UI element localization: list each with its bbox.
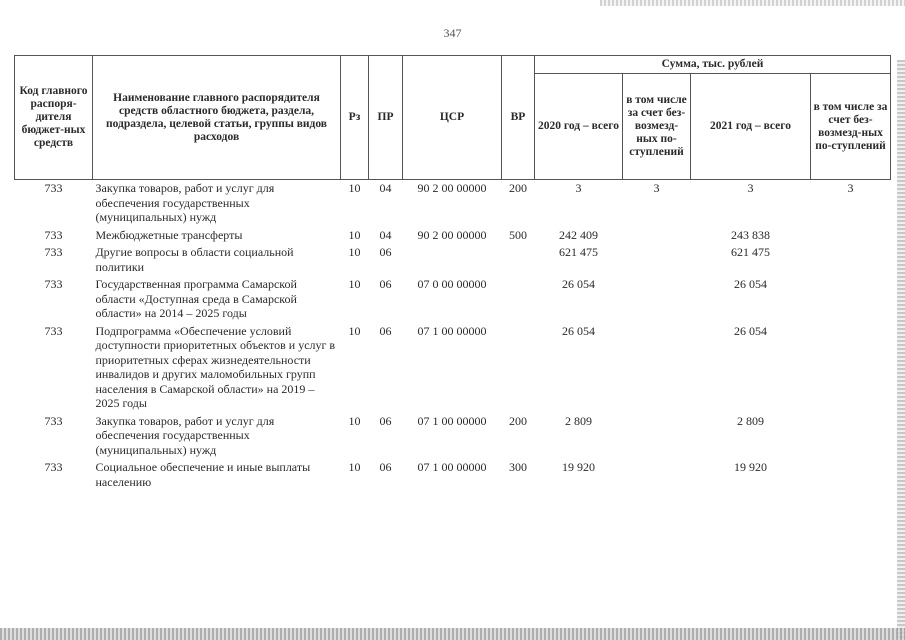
cell-2020-total: 26 054 <box>562 277 595 291</box>
cell-pr: 06 <box>379 460 392 474</box>
cell-name: Закупка товаров, работ и услуг для обеспечения государственных (муниципальных) нужд <box>95 413 275 457</box>
cell-2021-total: 243 838 <box>731 227 770 242</box>
cell-2021-total: 2 809 <box>737 413 764 428</box>
table-row <box>15 276 891 323</box>
header-sum-group: Сумма, тыс. рублей <box>535 56 891 74</box>
scan-edge-right <box>897 60 905 640</box>
cell-2021-total: 19 920 <box>734 460 767 474</box>
cell-2021-total: 3 <box>747 181 754 195</box>
cell-name: Государственная программа Самарской области «Доступная среда в Самарской области» на 2014 – 2025 годы <box>95 277 297 320</box>
cell-code: 733 <box>44 460 63 474</box>
cell-name: Социальное обеспечение и иные выплаты населению <box>95 460 311 489</box>
cell-2021-free <box>811 276 891 323</box>
cell-2020-free <box>623 413 691 460</box>
cell-pr: 04 <box>379 227 392 242</box>
cell-2021-free <box>811 459 891 491</box>
cell-2021-free <box>811 323 891 413</box>
cell-2020-free <box>623 276 691 323</box>
cell-2020-total: 242 409 <box>559 227 598 242</box>
budget-table <box>14 55 891 491</box>
header-2021-free: в том числе за счет без-возмезд-ных по-ступлений <box>811 74 891 180</box>
cell-rz: 10 <box>348 227 361 242</box>
table-body <box>15 180 891 492</box>
cell-name: Подпрограмма «Обеспечение условий доступности приоритетных объектов и услуг в приоритетных сферах жизнедеятельности инвалидов и других маломобильных групп населения в Самарской области» на 2019 – 2025 годы <box>95 323 336 410</box>
header-name: Наименование главного распорядителя средств областного бюджета, раздела, подраздела, целевой статьи, группы видов расходов <box>93 56 341 180</box>
cell-pr: 04 <box>379 181 392 195</box>
cell-vr: 200 <box>509 413 527 428</box>
cell-2021-free <box>811 227 891 245</box>
table-row <box>15 323 891 413</box>
cell-2021-total: 26 054 <box>734 277 767 291</box>
cell-2020-total: 2 809 <box>565 413 592 428</box>
cell-rz: 10 <box>348 323 361 338</box>
cell-2021-total: 26 054 <box>734 323 767 338</box>
cell-csr <box>403 244 502 276</box>
cell-vr <box>502 323 535 413</box>
cell-rz: 10 <box>348 277 361 291</box>
cell-vr: 500 <box>509 227 527 242</box>
cell-name: Межбюджетные трансферты <box>95 227 243 242</box>
cell-code: 733 <box>44 181 63 195</box>
header-csr: ЦСР <box>403 56 502 180</box>
cell-2020-total: 19 920 <box>562 460 595 474</box>
cell-vr <box>502 244 535 276</box>
cell-2021-free: 3 <box>847 181 854 195</box>
header-vr: ВР <box>502 56 535 180</box>
cell-2020-free <box>623 323 691 413</box>
cell-code: 733 <box>44 245 63 259</box>
header-2020-total: 2020 год – всего <box>535 74 623 180</box>
header-rz: Рз <box>341 56 369 180</box>
cell-code: 733 <box>44 413 63 428</box>
cell-2021-free <box>811 244 891 276</box>
scan-edge-top <box>600 0 905 6</box>
cell-csr: 07 0 00 00000 <box>417 277 487 291</box>
cell-csr: 90 2 00 00000 <box>417 181 487 195</box>
header-2020-free: в том числе за счет без-возмезд-ных по-ступлений <box>623 74 691 180</box>
table-row <box>15 180 891 227</box>
cell-2020-free: 3 <box>653 181 660 195</box>
cell-pr: 06 <box>379 277 392 291</box>
cell-code: 733 <box>44 277 63 291</box>
cell-csr: 07 1 00 00000 <box>417 413 487 428</box>
cell-vr <box>502 276 535 323</box>
header-code: Код главного распоря-дителя бюджет-ных средств <box>15 56 93 180</box>
cell-csr: 07 1 00 00000 <box>417 323 487 338</box>
cell-pr: 06 <box>379 245 392 259</box>
table-row <box>15 413 891 460</box>
cell-code: 733 <box>44 323 63 338</box>
cell-2021-free <box>811 413 891 460</box>
header-2021-total: 2021 год – всего <box>691 74 811 180</box>
cell-csr: 90 2 00 00000 <box>417 227 487 242</box>
table-header <box>15 56 891 180</box>
cell-rz: 10 <box>348 413 361 428</box>
header-pr: ПР <box>369 56 403 180</box>
cell-rz: 10 <box>348 460 361 474</box>
cell-code: 733 <box>44 227 63 242</box>
cell-vr: 300 <box>509 460 527 474</box>
cell-name: Другие вопросы в области социальной политики <box>95 245 294 274</box>
table-row <box>15 459 891 491</box>
cell-rz: 10 <box>348 181 361 195</box>
table-row <box>15 244 891 276</box>
cell-csr: 07 1 00 00000 <box>417 460 487 474</box>
cell-2021-total: 621 475 <box>731 245 770 259</box>
cell-2020-total: 621 475 <box>559 245 598 259</box>
cell-2020-free <box>623 459 691 491</box>
cell-2020-total: 3 <box>575 181 582 195</box>
cell-rz: 10 <box>348 245 361 259</box>
cell-2020-free <box>623 227 691 245</box>
cell-vr: 200 <box>509 181 527 195</box>
scan-edge-bottom <box>0 628 905 640</box>
cell-name: Закупка товаров, работ и услуг для обеспечения государственных (муниципальных) нужд <box>95 181 275 224</box>
page-number: 347 <box>443 26 462 40</box>
table-row <box>15 227 891 245</box>
cell-pr: 06 <box>379 413 392 428</box>
cell-2020-total: 26 054 <box>562 323 595 338</box>
cell-pr: 06 <box>379 323 392 338</box>
cell-2020-free <box>623 244 691 276</box>
